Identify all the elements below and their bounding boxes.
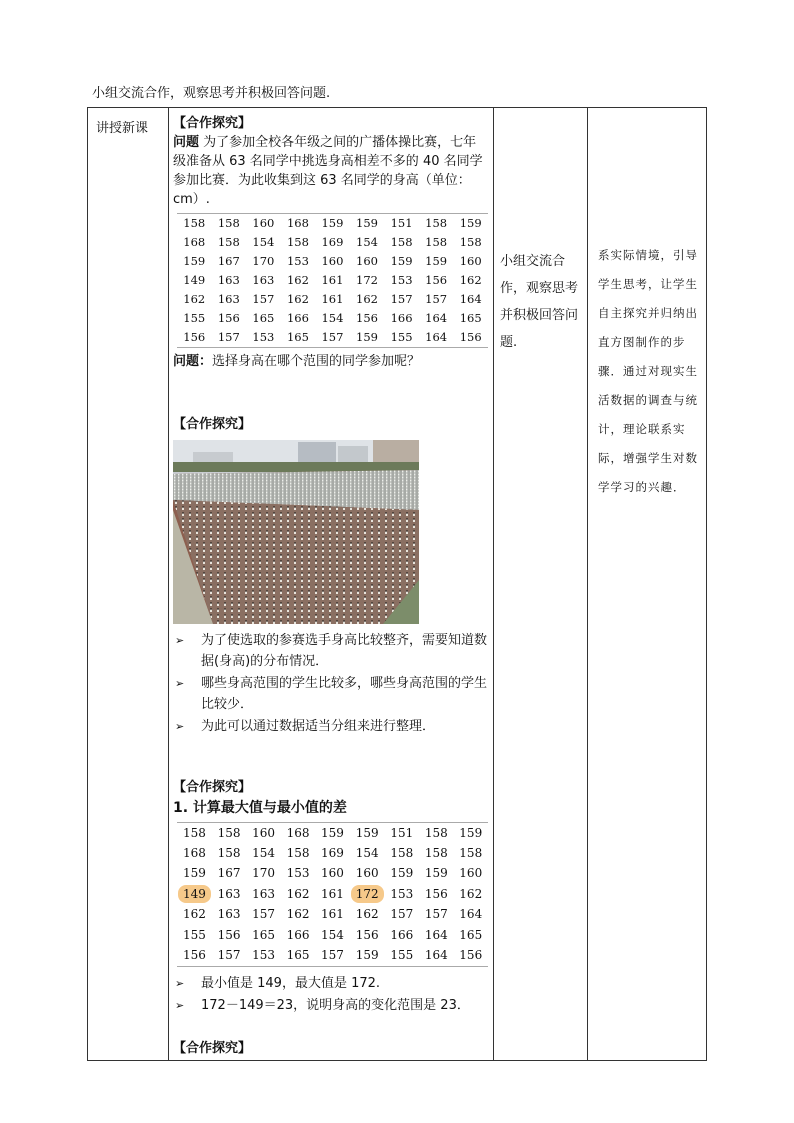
table-cell: 163: [217, 886, 241, 901]
arrow-bullet-icon: ➢: [175, 976, 185, 990]
column-divider: [168, 108, 169, 1060]
table-cell: 162: [356, 292, 378, 306]
table-cell: 163: [252, 886, 276, 901]
table-cell: 162: [286, 886, 310, 901]
table-row: [177, 252, 488, 271]
table-cell: 153: [390, 273, 413, 287]
table-cell: 158: [459, 846, 483, 861]
table-cell: 159: [183, 254, 206, 268]
step-title: 1. 计算最大值与最小值的差: [173, 800, 347, 816]
table-cell: 156: [217, 927, 241, 942]
section-heading: 【合作探究】: [173, 417, 252, 432]
table-cell: 159: [390, 254, 413, 268]
lesson-table: [87, 107, 707, 1061]
table-cell: 160: [252, 216, 275, 230]
column-divider: [587, 108, 588, 1060]
table-cell: 154: [356, 235, 378, 249]
table-cell: 156: [217, 311, 240, 325]
table-row: [177, 925, 488, 945]
table-cell: 158: [217, 235, 240, 249]
table-cell: 164: [425, 311, 448, 325]
table-cell: 156: [183, 330, 206, 344]
table-cell: 165: [252, 927, 276, 942]
question-line: [173, 352, 488, 371]
table-cell: 164: [424, 927, 448, 942]
table-cell: 162: [183, 292, 206, 306]
main-content-cell: [173, 114, 488, 1058]
arrow-bullet-icon: ➢: [175, 998, 185, 1012]
table-cell: 164: [459, 907, 483, 922]
table-cell: 162: [286, 273, 309, 287]
design-intent-cell: 系实际情境，引导学生思考，让学生自主探究并归纳出直方图制作的步骤．通过对现实生活数据的调查与统计，理论联系实际，增强学生对数学学习的兴趣．: [598, 248, 698, 494]
table-cell: 154: [252, 846, 276, 861]
table-cell: 158: [217, 846, 241, 861]
table-cell: 165: [252, 311, 275, 325]
table-cell: 158: [390, 235, 413, 249]
table-cell: 168: [182, 846, 206, 861]
table-cell: 165: [459, 927, 483, 942]
table-cell: 169: [321, 235, 344, 249]
table-row: [177, 864, 488, 884]
arrow-bullet-icon: ➢: [175, 677, 185, 690]
analysis-bullets: [173, 630, 488, 737]
highlight-mark: 149: [178, 885, 211, 903]
table-cell: 161: [321, 886, 344, 901]
table-cell: 166: [286, 311, 309, 325]
table-row: [177, 905, 488, 925]
column-divider: [493, 108, 494, 1060]
table-cell: 157: [217, 948, 241, 963]
section-label: 讲授新课: [96, 121, 149, 136]
table-cell: 158: [217, 216, 240, 230]
table-cell: 156: [182, 948, 206, 963]
table-cell: 155: [390, 948, 414, 963]
list-item: ➢ 最小值是 149，最大值是 172.: [173, 973, 488, 994]
table-row: [177, 214, 488, 234]
table-cell: 153: [252, 948, 276, 963]
table-cell: 157: [321, 948, 344, 963]
height-table-highlighted: [177, 822, 488, 967]
table-cell: 163: [217, 292, 240, 306]
table-cell: 167: [217, 254, 240, 268]
problem-label: 问题: [173, 135, 200, 150]
section-heading: 【合作探究】: [173, 1040, 252, 1056]
list-item: ➢ 172－149＝23，说明身高的变化范围是 23．: [173, 995, 488, 1016]
highlight-mark: 172: [351, 885, 384, 903]
table-cell: 156: [355, 927, 379, 942]
table-cell: 166: [390, 311, 413, 325]
list-item: ➢ 为了使选取的参赛选手身高比较整齐，需要知道数据(身高)的分布情况．: [173, 630, 488, 672]
table-cell: 165: [286, 330, 309, 344]
table-row: [177, 843, 488, 863]
table-cell: 156: [459, 948, 483, 963]
table-cell: 156: [356, 311, 378, 325]
highlighted-cell: [177, 884, 212, 904]
table-cell: 159: [355, 825, 379, 840]
table-cell: 158: [390, 846, 414, 861]
problem-text: 为了参加全校各年级之间的广播体操比赛，七年级准备从 63 名同学中挑选身高相差不多的 40 名同学参加比赛．为此收集到这 63 名同学的身高（单位：cm）.: [173, 135, 483, 207]
table-cell: 166: [390, 927, 414, 942]
table-cell: 162: [286, 907, 310, 922]
problem-statement: [173, 133, 488, 209]
table-cell: 158: [424, 846, 448, 861]
section-heading: 【合作探究】: [173, 780, 252, 795]
question-text: 选择身高在哪个范围的同学参加呢？: [212, 354, 421, 369]
table-cell: 153: [286, 254, 309, 268]
table-cell: 162: [459, 273, 482, 287]
table-cell: 160: [355, 866, 379, 881]
table-cell: 165: [286, 948, 310, 963]
height-table: [177, 213, 488, 348]
table-cell: 161: [321, 292, 344, 306]
table-cell: 154: [321, 311, 344, 325]
table-cell: 160: [252, 825, 276, 840]
table-cell: 164: [424, 948, 448, 963]
arrow-bullet-icon: ➢: [175, 720, 185, 733]
table-cell: 153: [390, 886, 414, 901]
table-cell: 159: [425, 254, 448, 268]
table-cell: 168: [286, 216, 309, 230]
table-cell: 158: [182, 825, 206, 840]
table-cell: 164: [459, 292, 482, 306]
list-item: ➢ 为此可以通过数据适当分组来进行整理．: [173, 716, 488, 737]
table-cell: 158: [286, 846, 310, 861]
table-cell: 155: [183, 311, 206, 325]
list-item: ➢ 哪些身高范围的学生比较多，哪些身高范围的学生比较少．: [173, 673, 488, 715]
table-cell: 159: [459, 216, 482, 230]
table-row: [177, 823, 488, 844]
table-cell: 153: [252, 330, 275, 344]
table-cell: 158: [286, 235, 309, 249]
arrow-bullet-icon: ➢: [175, 634, 185, 647]
table-cell: 159: [424, 866, 448, 881]
intro-line: 小组交流合作，观察思考并积极回答问题.: [92, 86, 331, 101]
table-cell: 162: [355, 907, 379, 922]
table-cell: 162: [459, 886, 483, 901]
highlighted-cell: [350, 884, 385, 904]
table-cell: 154: [355, 846, 379, 861]
table-cell: 165: [459, 311, 482, 325]
table-cell: 158: [217, 825, 241, 840]
table-row: [177, 884, 488, 904]
table-cell: 168: [286, 825, 310, 840]
table-cell: 154: [321, 927, 344, 942]
table-cell: 163: [217, 907, 241, 922]
gymnastics-photo: [173, 440, 419, 624]
table-cell: 154: [252, 235, 275, 249]
table-row: [177, 290, 488, 309]
table-cell: 156: [459, 330, 482, 344]
table-cell: 161: [321, 273, 344, 287]
table-cell: 162: [286, 292, 309, 306]
table-cell: 158: [183, 216, 206, 230]
table-cell: 170: [252, 254, 275, 268]
table-cell: 158: [459, 235, 482, 249]
table-cell: 160: [321, 254, 344, 268]
table-cell: 158: [424, 825, 448, 840]
table-cell: 164: [425, 330, 448, 344]
table-cell: 157: [321, 330, 344, 344]
table-cell: 166: [286, 927, 310, 942]
table-row: [177, 309, 488, 328]
table-cell: 162: [182, 907, 206, 922]
table-cell: 159: [356, 216, 378, 230]
question-label: 问题：: [173, 354, 213, 369]
table-cell: 159: [355, 948, 379, 963]
section-heading: 【合作探究】: [173, 116, 252, 131]
table-cell: 157: [217, 330, 240, 344]
table-cell: 169: [321, 846, 344, 861]
table-cell: 157: [425, 292, 448, 306]
table-cell: 167: [217, 866, 241, 881]
table-cell: 157: [390, 292, 413, 306]
table-cell: 160: [459, 866, 483, 881]
table-cell: 156: [424, 886, 448, 901]
table-cell: 157: [252, 292, 275, 306]
table-cell: 149: [183, 273, 206, 287]
table-row: [177, 233, 488, 252]
table-row: [177, 945, 488, 966]
table-cell: 159: [182, 866, 206, 881]
table-cell: 159: [390, 866, 414, 881]
table-cell: 159: [321, 216, 344, 230]
table-cell: 163: [252, 273, 275, 287]
table-cell: 159: [356, 330, 378, 344]
table-cell: 151: [390, 216, 413, 230]
table-cell: 159: [459, 825, 483, 840]
table-row: [177, 271, 488, 290]
table-row: [177, 328, 488, 348]
table-cell: 160: [459, 254, 482, 268]
student-activity-cell: 小组交流合作，观察思考并积极回答问题.: [500, 254, 579, 350]
table-cell: 153: [286, 866, 310, 881]
table-cell: 172: [356, 273, 378, 287]
table-cell: 158: [425, 235, 448, 249]
table-cell: 168: [183, 235, 206, 249]
table-cell: 157: [390, 907, 414, 922]
table-cell: 151: [390, 825, 414, 840]
table-cell: 170: [252, 866, 276, 881]
table-cell: 163: [217, 273, 240, 287]
table-cell: 161: [321, 907, 344, 922]
table-cell: 156: [425, 273, 448, 287]
table-cell: 157: [252, 907, 276, 922]
table-cell: 155: [390, 330, 413, 344]
table-cell: 159: [321, 825, 344, 840]
table-cell: 160: [356, 254, 378, 268]
table-cell: 155: [182, 927, 206, 942]
range-bullets: [173, 973, 488, 1016]
table-cell: 157: [424, 907, 448, 922]
table-cell: 160: [321, 866, 344, 881]
table-cell: 158: [425, 216, 448, 230]
